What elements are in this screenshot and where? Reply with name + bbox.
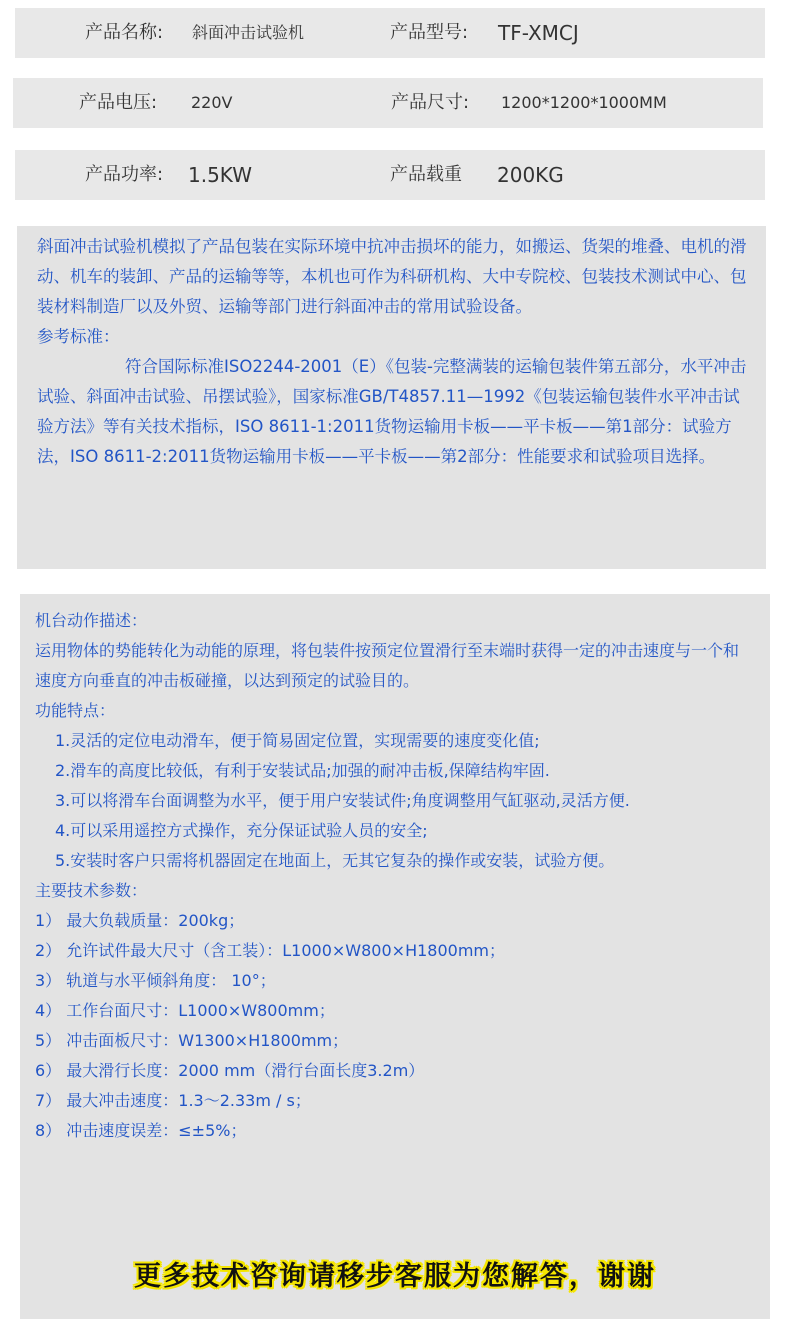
product-model-value: TF-XMCJ — [498, 21, 579, 45]
param-item: 4） 工作台面尺寸：L1000×W800mm； — [35, 1001, 335, 1020]
feature-item: 1.灵活的定位电动滑车，便于简易固定位置，实现需要的速度变化值; — [55, 731, 540, 750]
product-load-label: 产品载重 — [390, 164, 462, 185]
motion-text-block — [35, 606, 747, 1146]
standards-text: 符合国际标准ISO2244-2001（E）《包装-完整满装的运输包装件第五部分，水平冲击试验、斜面冲击试验、吊摆试验》，国家标准GB/T4857.11—1992《包装运输包装件水平冲击试验方法》等有关技术指标，ISO 8611-1:2011货物运输用卡板——平卡板——第1部分：试验方法，ISO 8611-2:2011货物运输用卡板——平卡板——第2部分：性能要求和试验项目选择。 — [37, 357, 747, 466]
param-item: 2） 允许试件最大尺寸（含工装）：L1000×W800×H1800mm； — [35, 941, 505, 960]
motion-panel — [20, 594, 770, 1319]
product-load-value: 200KG — [497, 163, 564, 187]
feature-item: 2.滑车的高度比较低，有利于安装试品;加强的耐冲击板,保障结构牢固. — [55, 761, 550, 780]
standards-label: 参考标准： — [37, 327, 120, 346]
param-item: 7） 最大冲击速度：1.3～2.33m / s； — [35, 1091, 311, 1110]
customer-service-banner: 更多技术咨询请移步客服为您解答，谢谢 — [134, 1261, 656, 1292]
spec-row-2 — [13, 78, 763, 128]
product-voltage-label: 产品电压: — [79, 92, 158, 113]
product-name-value: 斜面冲击试验机 — [192, 23, 305, 42]
product-voltage-value: 220V — [191, 93, 233, 112]
param-item: 6） 最大滑行长度：2000 mm（滑行台面长度3.2m） — [35, 1061, 425, 1080]
params-title: 主要技术参数： — [35, 881, 148, 900]
product-name-label: 产品名称: — [85, 22, 164, 43]
description-text — [37, 232, 752, 472]
feature-item: 5.安装时客户只需将机器固定在地面上，无其它复杂的操作或安装，试验方便。 — [55, 851, 615, 870]
features-title: 功能特点： — [35, 701, 116, 720]
param-item: 1） 最大负载质量：200kg； — [35, 911, 245, 930]
param-item: 8） 冲击速度误差：≤±5%； — [35, 1121, 247, 1140]
product-power-value: 1.5KW — [188, 163, 252, 187]
param-item: 3） 轨道与水平倾斜角度： 10°； — [35, 971, 276, 990]
motion-description: 运用物体的势能转化为动能的原理，将包装件按预定位置滑行至末端时获得一定的冲击速度与一个和速度方向垂直的冲击板碰撞，以达到预定的试验目的。 — [35, 641, 740, 690]
motion-title: 机台动作描述： — [35, 611, 148, 630]
spec-row-3 — [15, 150, 765, 200]
product-power-label: 产品功率: — [85, 164, 164, 185]
spec-row-1 — [15, 8, 765, 58]
feature-item: 4.可以采用遥控方式操作，充分保证试验人员的安全; — [55, 821, 428, 840]
product-size-value: 1200*1200*1000MM — [501, 93, 667, 112]
product-model-label: 产品型号: — [390, 22, 469, 43]
description-intro: 斜面冲击试验机模拟了产品包装在实际环境中抗冲击损坏的能力，如搬运、货架的堆叠、电机的滑动、机车的装卸、产品的运输等等，本机也可作为科研机构、大中专院校、包装技术测试中心、包装材料制造厂以及外贸、运输等部门进行斜面冲击的常用试验设备。 — [37, 237, 747, 316]
product-size-label: 产品尺寸: — [391, 92, 470, 113]
description-panel — [17, 226, 766, 569]
feature-item: 3.可以将滑车台面调整为水平，便于用户安装试件;角度调整用气缸驱动,灵活方便. — [55, 791, 630, 810]
param-item: 5） 冲击面板尺寸：W1300×H1800mm； — [35, 1031, 349, 1050]
